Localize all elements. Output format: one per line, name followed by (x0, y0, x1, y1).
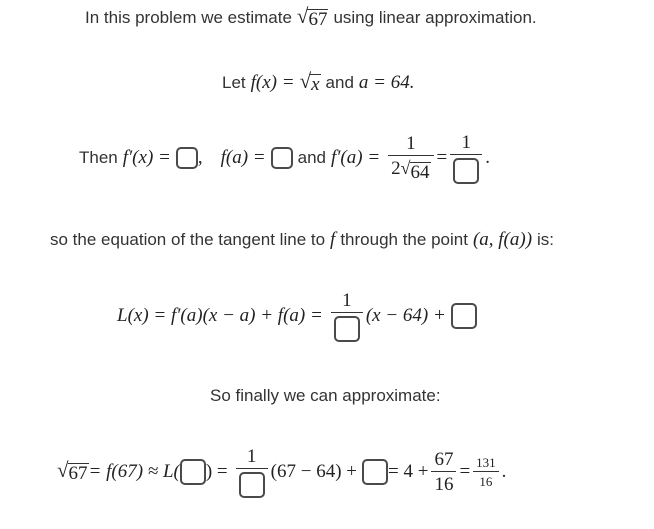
intro-text-after: using linear approximation. (333, 8, 537, 27)
fraction-1-over-2sqrt64: 1 2 √ 64 (388, 134, 433, 183)
approx-eq3: = (459, 461, 471, 482)
then-line (79, 127, 490, 189)
sqrt-x: √ x (299, 69, 320, 96)
fraction-131-16: $\frac{131}{16}$ (473, 456, 499, 488)
let-label: Let (222, 73, 246, 92)
tangent-text-after: is: (537, 230, 555, 249)
tangent-lhs: L(x) = f′(a)(x − a) + f(a) = (117, 305, 323, 326)
approx-intercept-box[interactable] (362, 459, 388, 485)
fprime-x-label: f′(x) = (122, 147, 171, 168)
tangent-equation-line (117, 283, 477, 349)
L-argument-box[interactable] (180, 459, 206, 485)
fprime-x-answer-box[interactable] (176, 147, 198, 169)
tangent-intercept-box[interactable] (451, 303, 477, 329)
fraction-67-16: $\frac{67}{16}$ (431, 450, 456, 494)
approx-denominator-box[interactable] (239, 472, 265, 498)
approx-equation-line (57, 438, 506, 506)
a-value: a = 64. (358, 72, 415, 93)
slope-denominator-box[interactable] (334, 316, 360, 342)
sqrt-67-approx: √ 67 (57, 458, 88, 485)
fprime-a-denominator-box[interactable] (453, 158, 479, 184)
tangent-text-before: so the equation of the tangent line to (50, 230, 326, 249)
then-label: Then (79, 148, 118, 167)
let-line (222, 70, 415, 96)
f-a-label: f(a) = (220, 147, 266, 168)
finally-line (210, 383, 441, 409)
tangent-slope-fraction: 1 (331, 291, 363, 342)
intro-text-before: In this problem we estimate (85, 8, 292, 27)
approx-eq1: = f(67) ≈ L( (88, 461, 180, 482)
equals: = (436, 147, 448, 168)
fprime-a-label: f′(a) = (330, 147, 381, 168)
approx-fraction: 1 (236, 447, 268, 498)
approx-eq2: = 4 + (388, 461, 429, 482)
f-symbol: f (330, 229, 336, 250)
intro-line (85, 5, 537, 31)
let-and: and (325, 73, 354, 92)
tangent-text-mid: through the point (340, 230, 468, 249)
fraction-1-over-box: 1 (450, 133, 482, 184)
finally-text: So finally we can approximate: (210, 386, 441, 405)
approx-mid: (67 − 64) + (270, 461, 357, 482)
approx-period: . (501, 461, 507, 482)
point-a-fa: (a, f(a)) (472, 229, 533, 250)
period: . (485, 147, 491, 168)
approx-close: ) = (205, 461, 228, 482)
tangent-mid: (x − 64) + (365, 305, 446, 326)
f-a-answer-box[interactable] (271, 147, 293, 169)
then-and: and (297, 148, 326, 167)
tangent-intro-line (50, 227, 554, 253)
f-of-x: f(x) = (250, 72, 295, 93)
sqrt-67: √ 67 (296, 4, 328, 31)
comma: , (197, 147, 203, 168)
